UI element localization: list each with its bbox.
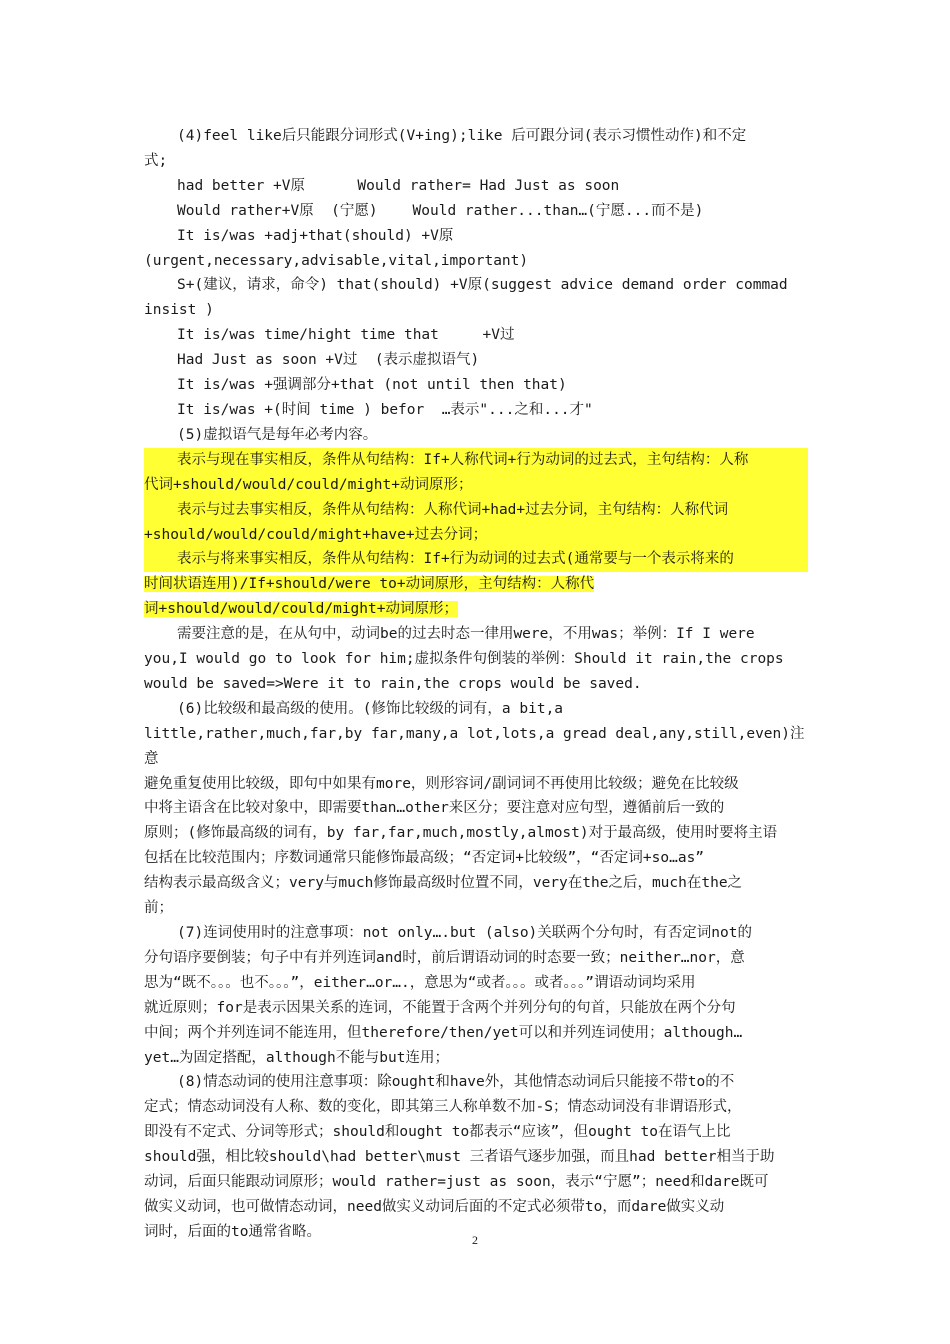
text-line: It is/was time/hight time that +V过	[177, 327, 515, 344]
page-body	[144, 124, 808, 1245]
page-number: 2	[472, 1233, 478, 1247]
text-line: 式;	[144, 152, 168, 169]
highlighted-line: 代词+should/would/could/might+动词原形；	[144, 473, 808, 498]
highlighted-line: 时间状语连用)/If+should/were to+动词原形，主句结构：人称代	[144, 576, 595, 593]
text-line: (4)feel like后只能跟分词形式(V+ing);like 后可跟分词(表示习惯性动作)和不定	[177, 128, 747, 144]
text-line: 需要注意的是，在从句中，动词be的过去时态一律用were，不用was；举例：If I were	[177, 626, 755, 643]
text-line: yet…为固定搭配，although不能与but连用；	[144, 1049, 449, 1066]
section-heading: (6)比较级和最高级的使用。(修饰比较级的词有，a bit,a	[177, 700, 564, 717]
highlighted-line: 表示与将来事实相反，条件从句结构：If+行为动词的过去式(通常要与一个表示将来的	[144, 547, 808, 572]
text-line: It is/was +(时间 time ) befor …表示"...之和...才"	[177, 401, 593, 418]
highlighted-line: +should/would/could/might+have+过去分词；	[144, 523, 808, 548]
text-line: 即没有不定式、分词等形式；should和ought to都表示“应该”，但ought to在语气上比	[144, 1124, 731, 1141]
text-line: Would rather+V原 (宁愿) Would rather...than…(宁愿...而不是)	[177, 202, 704, 219]
text-line: little,rather,much,far,by far,many,a lot,lots,a gread deal,any,still,even)注意	[144, 725, 805, 767]
text-line: S+(建议，请求，命令) that(should) +V原(suggest advice demand order commad	[177, 277, 788, 294]
text-line: 就近原则；for是表示因果关系的连词，不能置于含两个并列分句的句首，只能放在两个分句	[144, 999, 736, 1016]
text-line: 中将主语含在比较对象中，即需要than…other来区分；要注意对应句型，遵循前后一致的	[144, 800, 725, 817]
text-line: you,I would go to look for him;虚拟条件句倒装的举例：Should it rain,the crops	[144, 651, 784, 668]
section-heading: (5)虚拟语气是每年必考内容。	[177, 426, 378, 443]
section-heading: (8)情态动词的使用注意事项：除ought和have外，其他情态动词后只能接不带to的不	[177, 1074, 735, 1091]
text-line: 动词，后面只能跟动词原形；would rather=just as soon，表示“宁愿”；need和dare既可	[144, 1174, 769, 1191]
text-line: 前；	[144, 900, 173, 917]
highlighted-line: 词+should/would/could/might+动词原形；	[144, 601, 458, 618]
text-line: should强，相比较should\had better\must 三者语气逐步加强，而且had better相当于助	[144, 1149, 775, 1166]
text-line: Had Just as soon +V过 (表示虚拟语气)	[177, 352, 480, 369]
text-line: would be saved=>Were it to rain,the crops would be saved.	[144, 675, 642, 692]
text-line: It is/was +强调部分+that (not until then that)	[177, 377, 567, 394]
text-line: insist )	[144, 302, 214, 319]
text-line: 中间；两个并列连词不能连用，但therefore/then/yet可以和并列连词使用；although…	[144, 1024, 743, 1041]
highlighted-line-wrapper	[144, 597, 808, 622]
text-line: 做实义动词，也可做情态动词，need做实义动词后面的不定式必须带to，而dare做实义动	[144, 1198, 725, 1215]
text-line: 包括在比较范围内；序数词通常只能修饰最高级；“否定词+比较级”，“否定词+so…as”	[144, 850, 705, 867]
text-line: 词时，后面的to通常省略。	[144, 1223, 321, 1240]
text-line: It is/was +adj+that(should) +V原	[177, 227, 454, 244]
text-line: 避免重复使用比较级，即句中如果有more，则形容词/副词词不再使用比较级；避免在比较级	[144, 775, 739, 792]
text-line: 结构表示最高级含义；very与much修饰最高级时位置不同，very在the之后，much在the之	[144, 875, 743, 892]
text-line: 分句语序要倒装；句子中有并列连词and时，前后谓语动词的时态要一致；neither…nor，意	[144, 949, 745, 966]
text-line: had better +V原 Would rather= Had Just as soon	[177, 177, 620, 194]
highlighted-line: 表示与现在事实相反，条件从句结构：If+人称代词+行为动词的过去式，主句结构：人称	[144, 448, 808, 473]
highlighted-line-wrapper	[144, 572, 808, 597]
highlighted-line: 表示与过去事实相反，条件从句结构：人称代词+had+过去分词，主句结构：人称代词	[144, 498, 808, 523]
text-line: (urgent,necessary,advisable,vital,important)	[144, 252, 529, 269]
text-line: 原则；(修饰最高级的词有，by far,far,much,mostly,almost)对于最高级，使用时要将主语	[144, 825, 778, 842]
text-line: 定式；情态动词没有人称、数的变化，即其第三人称单数不加-S；情态动词没有非谓语形式，	[144, 1099, 742, 1116]
section-heading: (7)连词使用时的注意事项：not only….but (also)关联两个分句时，有否定词not的	[177, 925, 752, 941]
text-line: 思为“既不。。。也不。。。”，either…or….，意思为“或者。。。或者。。。”谓语动词均采用	[144, 974, 696, 991]
